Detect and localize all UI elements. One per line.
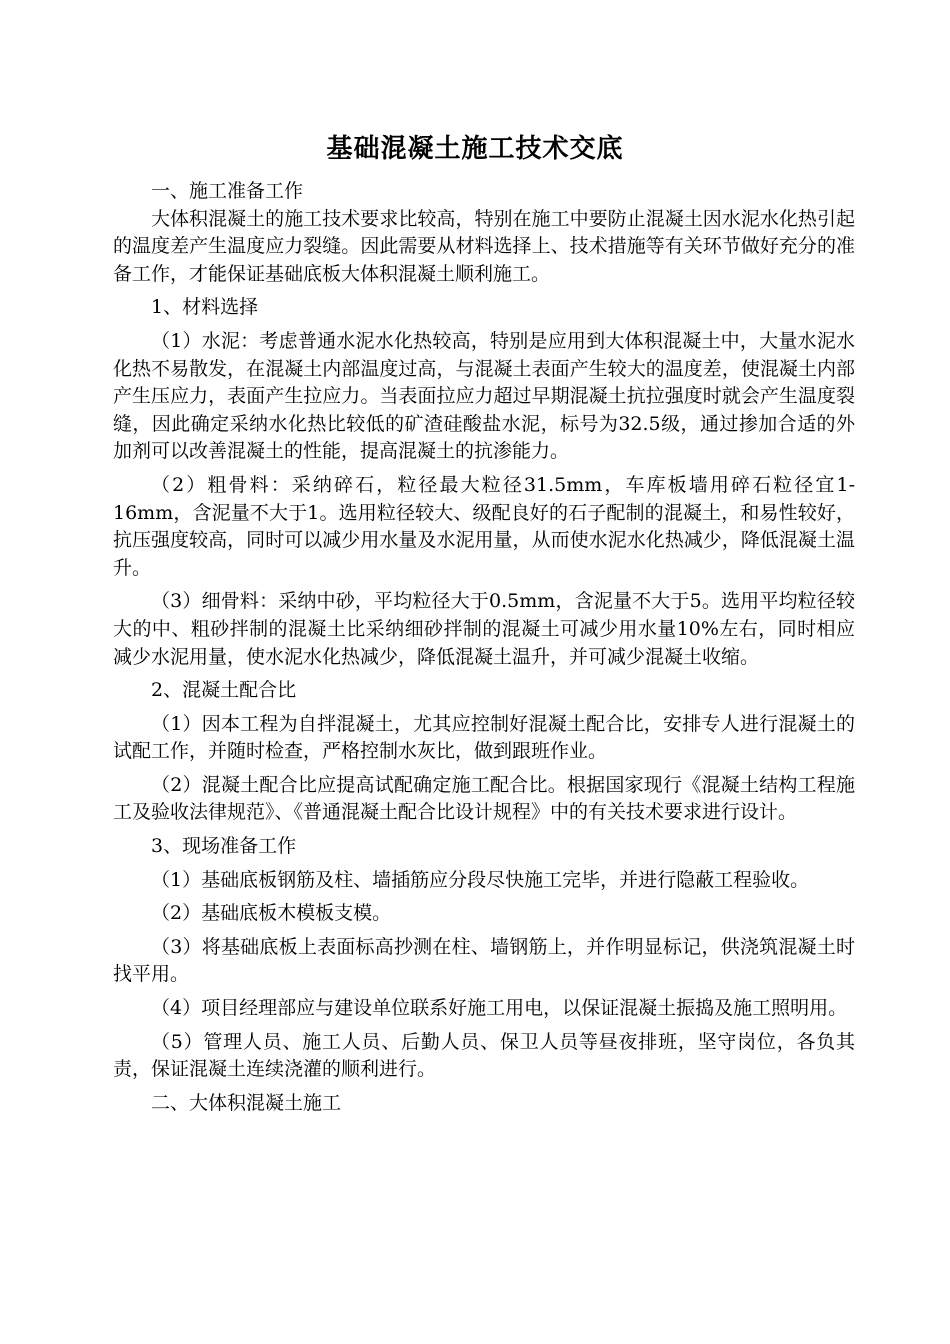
paragraph-formwork: （2）基础底板木模板支模。 [151, 902, 392, 925]
section-heading-preparation: 一、施工准备工作 [151, 180, 304, 202]
paragraph-power: （4）项目经理部应与建设单位联系好施工用电，以保证混凝土振捣及施工照明用。 [151, 997, 848, 1020]
paragraph-cement: （1）水泥：考虑普通水泥水化热较高，特别是应用到大体积混凝土中，大量水泥水化热不易散发，在混凝土内部温度过高，与混凝土表面产生较大的温度差，使混凝土内部产生压应力，表面产生拉应力。当表面拉应力超过早期混凝土抗拉强度时就会产生温度裂缝，因此确定采纳水化热比较低的矿渣硅酸盐水泥，标号为32.5级，通过掺加合适的外加剂可以改善混凝土的性能，提高混凝土的抗渗能力。 [113, 329, 855, 463]
subheading-materials: 1、材料选择 [151, 296, 259, 319]
paragraph-coarse-aggregate: （2）粗骨料：采纳碎石，粒径最大粒径31.5mm，车库板墙用碎石粒径宜1-16mm，含泥量不大于1。选用粒径较大、级配良好的石子配制的混凝土，和易性较好，抗压强度较高，同时可以减少用水量及水泥用量，从而使水泥水化热减少，降低混凝土温升。 [113, 473, 855, 579]
paragraph-elevation: （3）将基础底板上表面标高抄测在柱、墙钢筋上，并作明显标记，供浇筑混凝土时找平用。 [113, 935, 855, 986]
paragraph-fine-aggregate: （3）细骨料：采纳中砂，平均粒径大于0.5mm，含泥量不大于5。选用平均粒径较大的中、粗砂拌制的混凝土比采纳细砂拌制的混凝土可减少用水量10%左右，同时相应减少水泥用量，使水泥水化热减少，降低混凝土温升，并可减少混凝土收缩。 [113, 590, 855, 668]
paragraph-mix-design: （2）混凝土配合比应提高试配确定施工配合比。根据国家现行《混凝土结构工程施工及验收法律规范》、《普通混凝土配合比设计规程》中的有关技术要求进行设计。 [113, 773, 855, 824]
subheading-mix-ratio: 2、混凝土配合比 [151, 679, 297, 702]
paragraph-intro: 大体积混凝土的施工技术要求比较高，特别在施工中要防止混凝土因水泥水化热引起的温度差产生温度应力裂缝。因此需要从材料选择上、技术措施等有关环节做好充分的准备工作，才能保证基础底板大体积混凝土顺利施工。 [113, 207, 855, 285]
paragraph-staffing: （5）管理人员、施工人员、后勤人员、保卫人员等昼夜排班，坚守岗位，各负其责，保证混凝土连续浇灌的顺利进行。 [113, 1030, 855, 1081]
page-title: 基础混凝土施工技术交底 [326, 134, 624, 164]
section-heading-mass-concrete: 二、大体积混凝土施工 [151, 1091, 342, 1114]
paragraph-rebar: （1）基础底板钢筋及柱、墙插筋应分段尽快施工完毕，并进行隐蔽工程验收。 [151, 868, 810, 891]
subheading-site-prep: 3、现场准备工作 [151, 835, 297, 858]
paragraph-mix-control: （1）因本工程为自拌混凝土，尤其应控制好混凝土配合比，安排专人进行混凝土的试配工作，并随时检查，严格控制水灰比，做到跟班作业。 [113, 712, 855, 763]
document-body [113, 178, 855, 1117]
